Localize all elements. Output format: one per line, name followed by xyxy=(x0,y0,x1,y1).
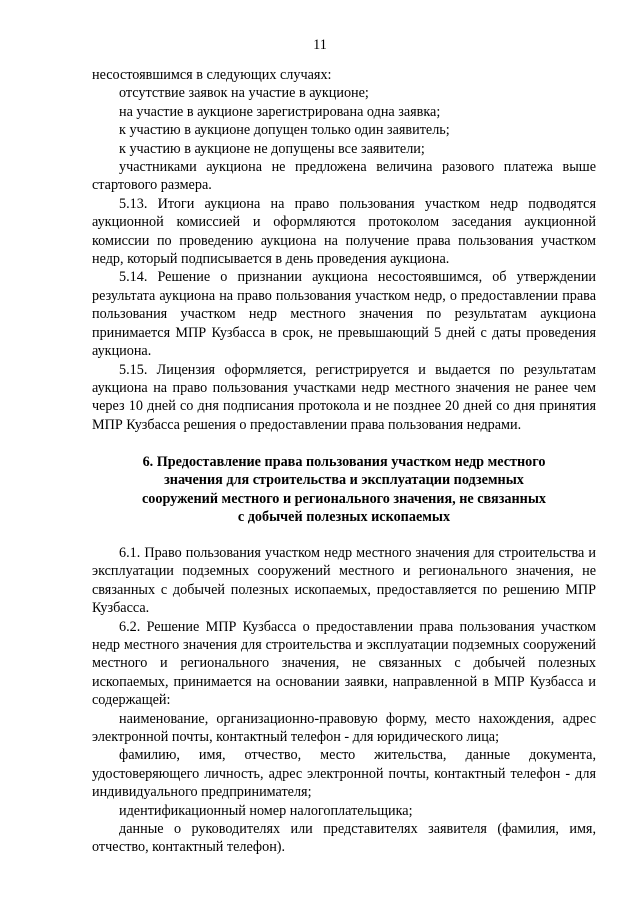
paragraph-5-14: 5.14. Решение о признании аукциона несостоявшимся, об утверждении результата аукциона на право пользования участком недр, о предоставлении права пользования участком недр местного значения по результатам аукциона принимается МПР Кузбасса в срок, не превышающий 5 дней с даты проведения аукциона. xyxy=(92,269,596,360)
application-item: данные о руководителях или представителях заявителя (фамилия, имя, отчество, контактный телефон). xyxy=(92,821,596,856)
page-number: 11 xyxy=(313,37,327,53)
paragraph-6-1: 6.1. Право пользования участком недр местного значения для строительства и эксплуатации подземных сооружений местного и регионального значения, не связанных с добычей полезных ископаемых, предоставляется по решению МПР Кузбасса. xyxy=(92,544,596,617)
application-item: наименование, организационно-правовую форму, место нахождения, адрес электронной почты, контактный телефон - для юридического лица; xyxy=(92,710,596,745)
section-heading-line: с добычей полезных ископаемых xyxy=(237,508,451,525)
paragraph-5-13: 5.13. Итоги аукциона на право пользования участком недр подводятся аукционной комиссией и оформляются протоколом заседания аукционной комиссии по проведению аукциона на получение права пользования участком недр, который подписывается в день проведения аукциона. xyxy=(92,195,596,268)
page-content xyxy=(92,66,596,857)
section-heading xyxy=(92,453,596,526)
paragraph-6-2: 6.2. Решение МПР Кузбасса о предоставлении права пользования участком недр местного значения для строительства и эксплуатации подземных сооружений местного и регионального значения, не связанных с добычей полезных ископаемых, принимается на основании заявки, направленной в МПР Кузбасса и содержащей: xyxy=(92,618,596,709)
condition-item: отсутствие заявок на участие в аукционе; xyxy=(119,85,369,102)
condition-item: к участию в аукционе не допущены все заявители; xyxy=(119,140,425,157)
condition-item: участниками аукциона не предложена величина разового платежа выше стартового размера. xyxy=(92,159,596,194)
application-item: идентификационный номер налогоплательщика; xyxy=(119,802,413,819)
condition-item: на участие в аукционе зарегистрирована одна заявка; xyxy=(119,103,441,120)
application-item: фамилию, имя, отчество, место жительства, данные документа, удостоверяющего личность, адрес электронной почты, контактный телефон - для индивидуального предпринимателя; xyxy=(92,747,596,801)
paragraph-5-15: 5.15. Лицензия оформляется, регистрируется и выдается по результатам аукциона на право пользования участками недр местного значения не ранее чем через 10 дней со дня подписания протокола и не позднее 20 дней со дня принятия МПР Кузбасса решения о предоставлении права пользования недрами. xyxy=(92,361,596,433)
intro-line: несостоявшимся в следующих случаях: xyxy=(92,67,332,83)
section-heading-line: 6. Предоставление права пользования участком недр местного xyxy=(142,454,546,471)
condition-item: к участию в аукционе допущен только один заявитель; xyxy=(119,122,450,139)
section-heading-line: значения для строительства и эксплуатации подземных xyxy=(164,472,524,489)
section-heading-line: сооружений местного и регионального значения, не связанных xyxy=(141,490,547,507)
